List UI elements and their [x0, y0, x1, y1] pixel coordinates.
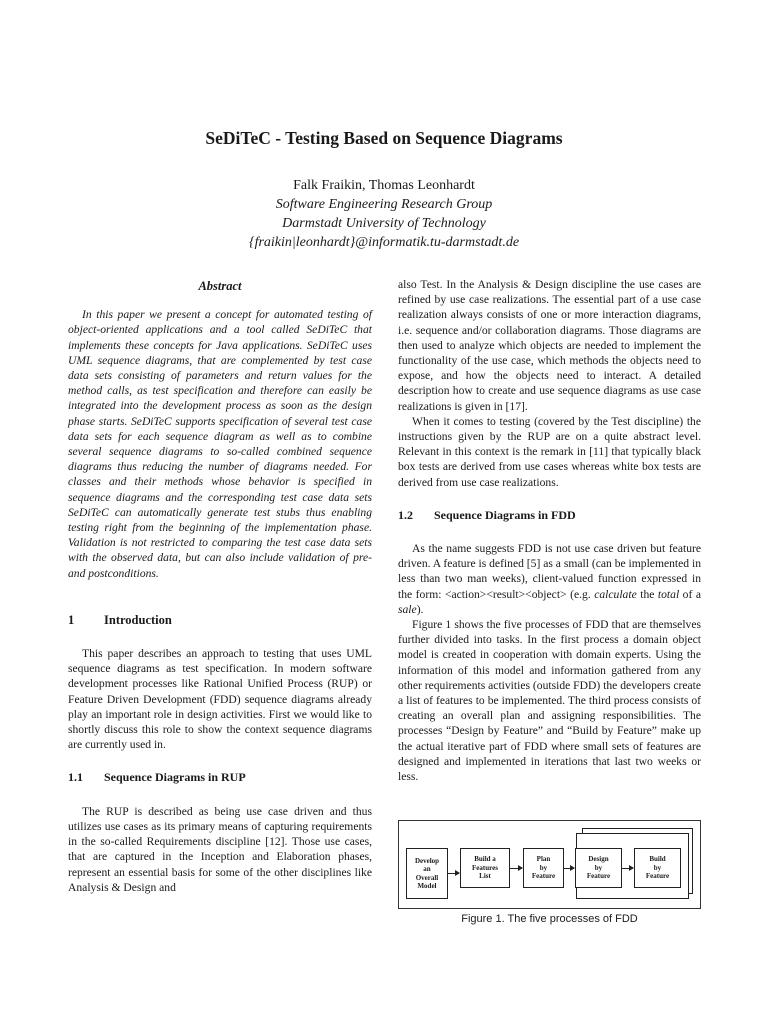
intro-paragraph: This paper describes an approach to testing that uses UML sequence diagrams as test specification. In modern software development processes like Rational Unified Process (RUP) or Feature Driven Development (FDD) sequence diagrams already play an important role in design activities. First we would like to shortly discuss this role to show the context sequence diagrams are currently used in. [68, 647, 372, 752]
section-number: 1.1 [68, 770, 83, 785]
flow-arrow [564, 868, 574, 869]
text-run: ). [416, 602, 424, 616]
figure-fdd-processes [398, 820, 701, 930]
fdd-paragraph-1 [398, 541, 701, 617]
label-line: Feature [645, 872, 670, 881]
process-box-design [575, 848, 622, 888]
process-label [415, 857, 439, 891]
flow-arrow [448, 873, 459, 874]
paper-title: SeDiTeC - Testing Based on Sequence Diagrams [205, 128, 563, 148]
process-box-features-list [460, 848, 510, 888]
fdd-paragraph-2: Figure 1 shows the five processes of FDD that are themselves further divided into tasks. In the first process a domain object model is created in cooperation with domain experts. Using the information of this model and information gathered from any other requirements activities (outside FDD) the developers create a list of features to be implemented. The third process consists of creating an overall plan and assigning responsibilities. The processes “Design by Feature” and “Build by Feature” make up the actual iterative part of FDD where small sets of features are designed and implemented in iterations that last two weeks or less. [398, 618, 701, 784]
section-title: Sequence Diagrams in RUP [104, 770, 246, 785]
label-line: Feature [586, 872, 611, 881]
flow-arrow [622, 868, 633, 869]
rup-paragraph-1-cont: also Test. In the Analysis & Design discipline the use cases are refined by use case realizations. The essential part of a use case realization always consists of one or more interaction diagrams, i.e. sequence and/or collaboration diagrams. Those diagrams are then used to analyze which objects are needed to implement the functionality of the use case, which methods the objects need to expose, and how the objects need to interact. A detailed description how to create and use sequence diagrams as use case realizations is given in [17]. [398, 278, 701, 413]
label-line: by [594, 863, 603, 872]
process-label [587, 855, 610, 881]
section-title: Introduction [104, 612, 172, 627]
label-line: Features [472, 863, 498, 872]
label-line: List [479, 872, 491, 881]
label-line: Develop [414, 856, 440, 865]
flow-arrow [510, 868, 522, 869]
emphasis: calculate [594, 587, 637, 601]
text-run: As the name suggests FDD is not use case driven but feature driven. A feature is defined [5] as a small (can be implemented in less than two man weeks), client-valued function expressed in the form: <action><result><object> (e.g. [398, 542, 701, 601]
process-box-build [634, 848, 681, 888]
process-label [472, 855, 498, 881]
label-line: Design [588, 855, 609, 864]
author-group: Software Engineering Research Group [275, 197, 493, 212]
figure-caption: Figure 1. The five processes of FDD [461, 913, 638, 925]
section-intro-heading [68, 613, 372, 628]
left-column [68, 279, 372, 895]
label-line: Model [417, 882, 437, 890]
rup-paragraph-1: The RUP is described as being use case driven and thus utilizes use cases as its primary means of capturing requirements in the so-called Requirements discipline [12]. Those use cases, that are captured in the Inception and Elaboration phases, represent an essential basis for some of the other disciplines like Analysis & Design and [68, 804, 372, 894]
label-line: by [653, 863, 662, 872]
author-names: Falk Fraikin, Thomas Leonhardt [293, 178, 475, 193]
section-title: Sequence Diagrams in FDD [434, 507, 576, 522]
label-line: by [539, 863, 548, 872]
process-label [646, 855, 669, 881]
section-rup-heading [68, 770, 372, 785]
abstract-text: In this paper we present a concept for automated testing of object-oriented applications and a tool called SeDiTeC that implements these concepts for Java applications. SeDiTeC uses UML sequence diagrams, that are complemented by test case data sets consisting of parameters and return values for the method calls, as test specification and therefore can easily be integrated into the development process as soon as the design phase starts. SeDiTeC supports specification of several test case data sets for each sequence diagram as well as to combine several sequence diagrams to so-called combined sequence diagrams thus reducing the number of diagrams needed. For classes and their methods whose behavior is specified in sequence diagrams and the corresponding test case data sets SeDiTeC can automatically generate test stubs thus enabling testing right from the beginning of the implementation phase. Validation is not restricted to comparing the test case data sets with the observed data, but can also include validation of pre- and postconditions. [68, 308, 372, 580]
emphasis: total [657, 587, 680, 601]
label-line: Build a [474, 855, 496, 864]
text-run: of a [679, 587, 701, 601]
label-line: Plan [536, 855, 551, 864]
section-number: 1.2 [398, 507, 413, 522]
abstract-heading: Abstract [198, 279, 242, 293]
label-line: Feature [531, 872, 556, 881]
author-block [0, 176, 768, 252]
process-label [532, 855, 555, 881]
process-box-develop-model [406, 848, 448, 899]
rup-paragraph-2: When it comes to testing (covered by the Test discipline) the instructions given by the RUP are on a quite abstract level. Relevant in this context is the remark in [11] that typically black box tests are derived from use cases whereas white box tests are derived from use case realizations. [398, 414, 701, 489]
label-line: an [423, 865, 431, 873]
section-number: 1 [68, 612, 75, 627]
label-line: Build [649, 855, 666, 864]
right-column [398, 277, 701, 784]
author-email: {fraikin|leonhardt}@informatik.tu-darmstadt.de [248, 235, 520, 250]
label-line: Overall [415, 873, 439, 882]
section-fdd-heading [398, 508, 701, 523]
process-box-plan [523, 848, 564, 888]
emphasis: sale [398, 602, 417, 616]
author-university: Darmstadt University of Technology [282, 216, 486, 231]
text-run: the [636, 587, 658, 601]
